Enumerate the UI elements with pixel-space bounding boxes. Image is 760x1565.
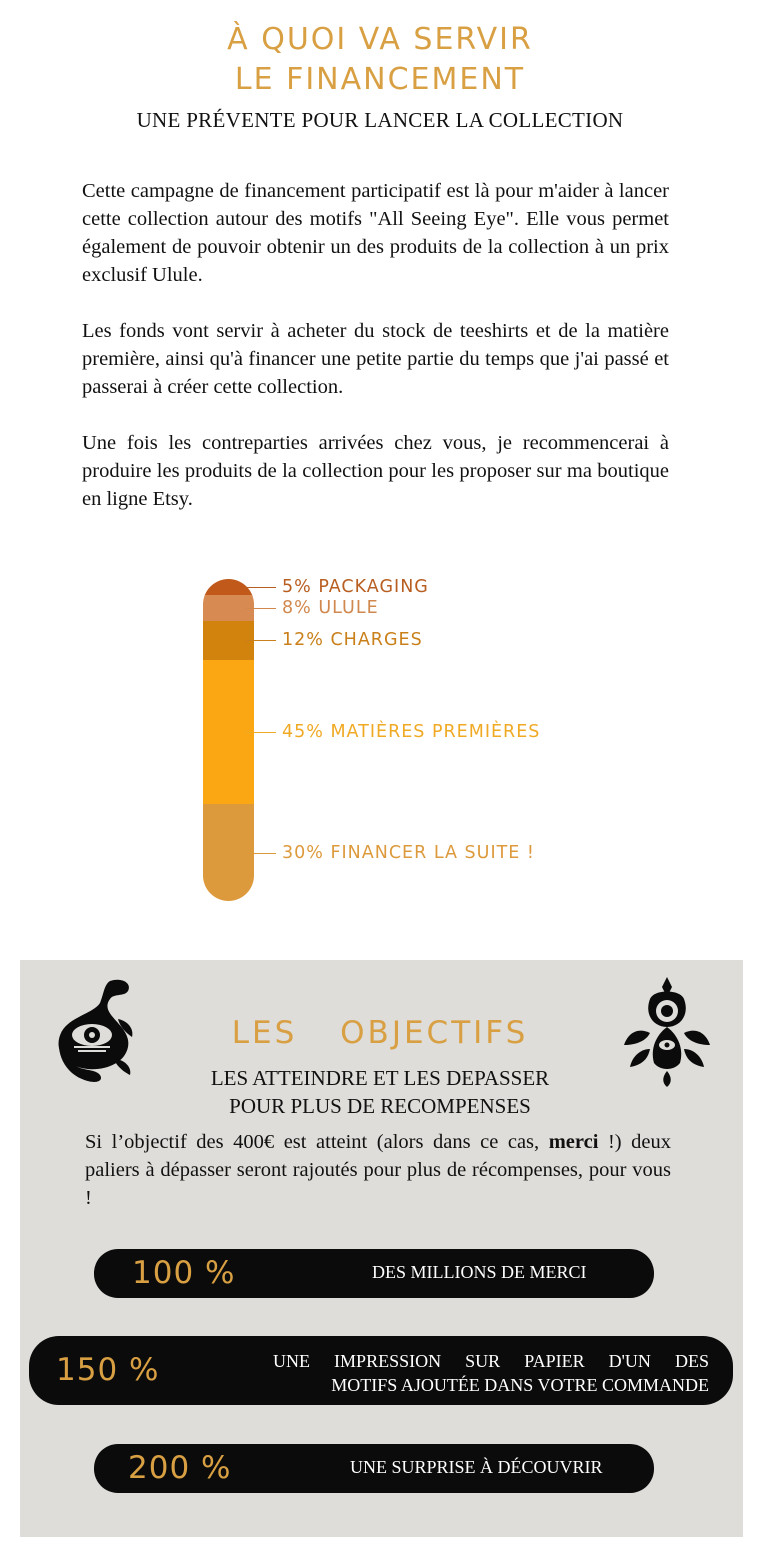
bar-segment-label: 30% FINANCER LA SUITE ! (282, 843, 535, 863)
tier-percent: 200 % (128, 1450, 232, 1486)
bar-segment-label: 8% ULULE (282, 598, 379, 618)
label-leader-line (246, 608, 276, 609)
objectives-title: LES OBJECTIFS (231, 1015, 529, 1051)
bar-segment-label: 12% CHARGES (282, 630, 423, 650)
intro-paragraph-3: Une fois les contreparties arrivées chez vous, je recommencerai à produire les produits de la collection pour les proposer sur ma boutique en ligne Etsy. (82, 432, 669, 510)
label-leader-line (246, 640, 276, 641)
tier-reward: DES MILLIONS DE MERCI (372, 1262, 587, 1282)
page-subtitle: UNE PRÉVENTE POUR LANCER LA COLLECTION (136, 108, 624, 132)
page-title-line2: LE FINANCEMENT (234, 62, 526, 97)
intro-paragraph-2: Les fonds vont servir à acheter du stock de teeshirts et de la matière première, ainsi qu'à financer une petite partie du temps que j'ai passé et passerai à créer cette collection. (82, 320, 669, 398)
tier-100-pill (94, 1249, 654, 1298)
bar-segment-label: 5% PACKAGING (282, 577, 429, 597)
bar-segment-label: 45% MATIÈRES PREMIÈRES (282, 722, 541, 742)
tier-reward: UNE IMPRESSION SUR PAPIER D'UN DES MOTIFS AJOUTÉE DANS VOTRE COMMANDE (273, 1351, 709, 1395)
label-leader-line (246, 853, 276, 854)
tier-percent: 150 % (56, 1352, 160, 1388)
tier-reward: UNE SURPRISE À DÉCOUVRIR (350, 1457, 603, 1477)
page-title-line1: À QUOI VA SERVIR (227, 22, 533, 57)
tier-200-pill (94, 1444, 654, 1493)
label-leader-line (246, 587, 276, 588)
label-leader-line (246, 732, 276, 733)
tier-percent: 100 % (132, 1255, 236, 1291)
objectives-subtitle-line1: LES ATTEINDRE ET LES DEPASSER (210, 1066, 550, 1090)
intro-paragraph-1: Cette campagne de financement participatif est là pour m'aider à lancer cette collection autour des motifs "All Seeing Eye". Elle vous permet également de pouvoir obtenir un des produits de la collection à un prix exclusif Ulule. (82, 180, 669, 286)
objectives-subtitle-line2: POUR PLUS DE RECOMPENSES (229, 1094, 531, 1118)
objectives-paragraph: Si l’objectif des 400€ est atteint (alors dans ce cas, merci !) deux paliers à dépasser seront rajoutés pour plus de récompenses, pour vous ! (85, 1131, 671, 1209)
tier-150-pill (29, 1336, 733, 1405)
